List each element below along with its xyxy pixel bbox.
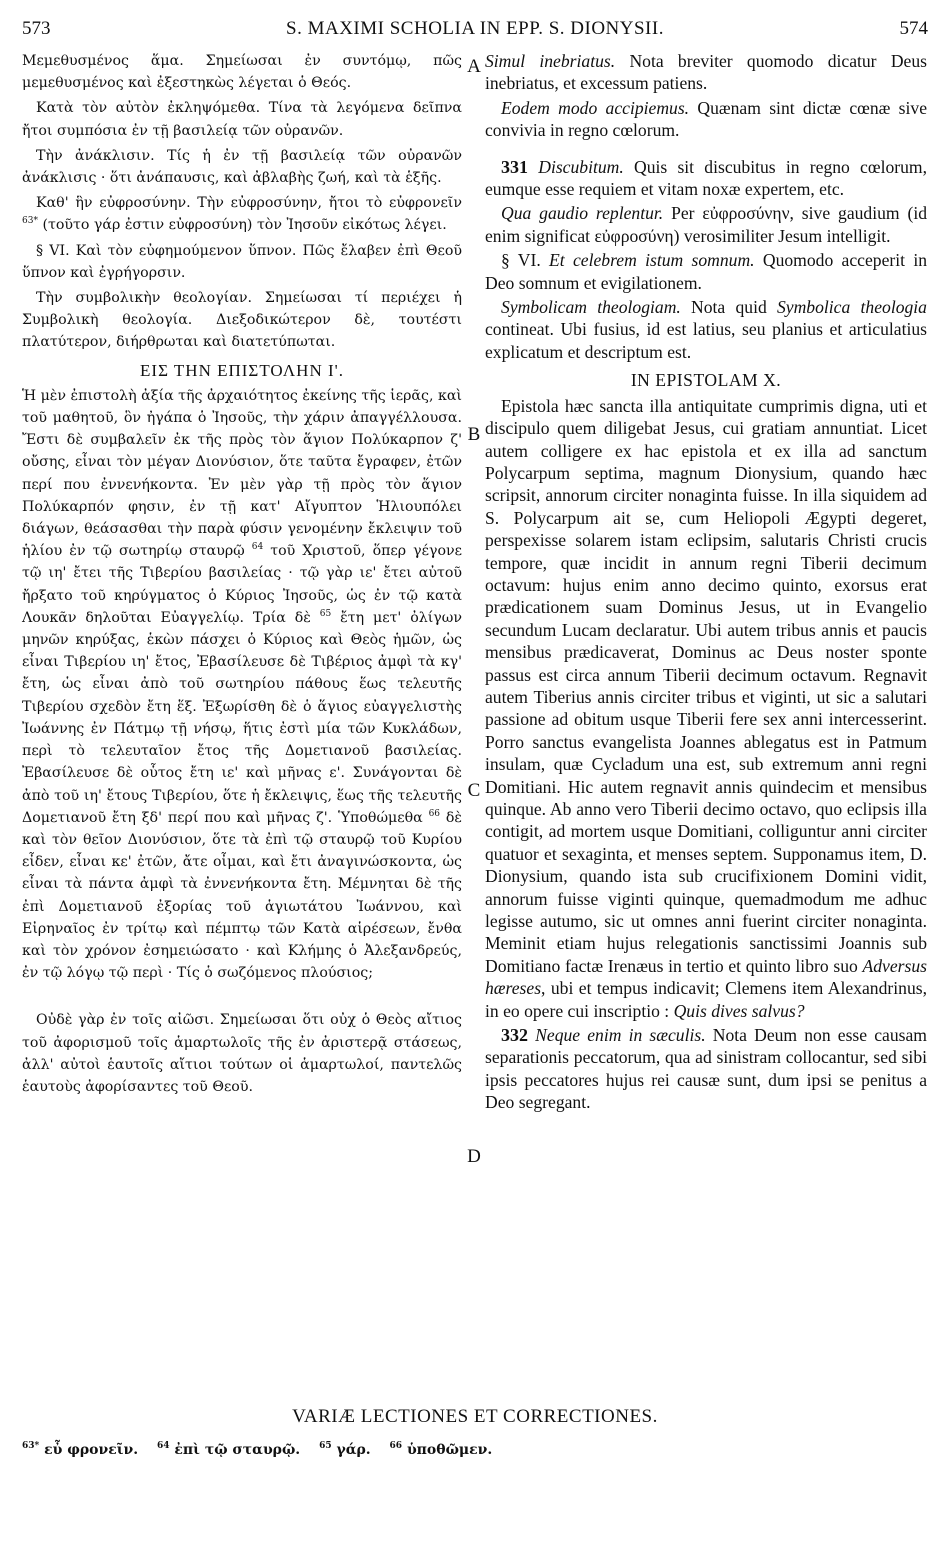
lemma: Et celebrem istum somnum.: [549, 250, 755, 271]
variae-lectiones: [22, 1406, 928, 1458]
variae-list: [22, 1442, 928, 1458]
latin-text: , ubi et tempus indicavit; Clemens item Alexandrinus, in eo opere cui inscriptio :: [485, 978, 927, 1021]
greek-text: Ἡ μὲν ἐπιστολὴ ἀξία τῆς ἀρχαιότητος ἐκείνης τῆς ἱερᾶς, καὶ τοῦ μαθητοῦ, ὃν ἠγάπα ὁ Ἰησοῦς, τὴν χάριν ἀπαγγέλλουσα. Ἔστι δὲ συμβαλεῖν ἐκ τῆς πρὸς τὸν ἅγιον Πολύκαρπον ζ' οὔσης, εἶναι τὸν μέγαν Διονύσιον, ὅτε ταῦτα ἔγραφεν, ἐτῶν περί που ἐννενήκοντα. Ἐν μὲν γὰρ τῇ πρὸς τὸν ἅγιον Πολύκαρπόν φησιν, ἐν τῇ κατ' Αἴγυπτον Ἡλιουπόλει διάγων, θεάσασθαι τὴν παρὰ φύσιν γενομένην ἔκλειψιν τοῦ ἡλίου ἐν τῷ σωτηρίῳ σταυρῷ: [22, 387, 462, 560]
variant-reading: [390, 1442, 493, 1458]
latin-text: Epistola hæc sancta illa antiquitate cumprimis digna, uti et discipulo quem diligebat Jesus, cui gratiam annuntiat. Licet autem colligere ex hac epistola et ex illa ad sanctum Polycarpum septima, magnum Dionysium, quando hæc scripsit, annorum circiter nonaginta fuisse. In illa siquidem ad S. Polycarpum ait se, cum Heliopoli Ægypti degeret, perspexisse solarem istam eclipsim, salutaris Christi crucis tempore, quæ incidit in annum regni Tiberii decimum octavum: hujus enim anno decimo quinto, exorsus erat prædicationem suam Dominus Jesus, ut in Evangelio secundum Lucam declaratur. Ubi autem tribus annis et paucis mensibus prædicaverat, Dominus ac Deus noster sponte passus est circa annum Tiberii decimum octavum. Regnavit autem Tiberius annis circiter tribus et viginti, ut sic a salutari passione ad obitum usque Tiberii fere sex anni intercesserint. Porro sanctus evangelista Joannes ablegatus est in Patmum insulam, quæ Cycladum una est, sub extremum anni regni Domitiani. Hic autem regnavit annis quindecim et mensibus quinque. Ab anno vero Tiberii decimo octavo, quo eclipsis illa contigit, ad mortem usque Domitiani, colliguntur anni circiter quatuor et sexaginta, et menses septem. Supponamus item, D. Dionysium, quando ista sub crucifixionem Domini vidit, annorum fuisse viginti quinque, quemadmodum me adhuc legisse autumo, sic ut omnes anni fuerint circiter nonaginta. Meminit etiam hujus relegationis sanctissimi Joannis sub Domitiano factæ Irenæus in tertio et quinto libro suo: [485, 395, 927, 976]
lemma: Eodem modo accipiemus.: [501, 97, 690, 118]
greek-text: τοῦ Χριστοῦ, ὅπερ γέγονε τῷ ιη' ἔτει τῆς Τιβερίου βασιλείας · τῷ γὰρ ιε' ἔτει αὐτοῦ ἤρξατο τοῦ κηρύγματος ὁ Κύριος Ἰησοῦς, ὡς ἐν τῷ κατὰ Λουκᾶν δηλοῦται Εὐαγγελίῳ. Τρία δὲ: [22, 543, 462, 626]
lemma: Symbolica theologia: [777, 297, 927, 318]
greek-epistle-commentary: [22, 385, 462, 984]
footnote-ref: 64: [251, 542, 264, 553]
latin-scholion-331: [485, 156, 927, 201]
latin-text: Nota quid: [680, 297, 777, 318]
scholion-number: 331: [501, 156, 528, 177]
footnote-ref: 66: [428, 808, 441, 819]
margin-letter-c: C: [467, 780, 481, 801]
greek-scholion-6: Τὴν συμβολικὴν θεολογίαν. Σημείωσαι τί περιέχει ἡ Συμβολικὴ θεολογία. Διεξοδικώτερον δὲ, τουτέστι πλατύτερον, διήρθρωται καὶ διατετύπωται.: [22, 290, 462, 351]
greek-scholion-5: § VI. Καὶ τὸν εὐφημούμενον ὕπνον. Πῶς ἔλαβεν ἐπὶ Θεοῦ ὕπνον καὶ ἐγρήγορσιν.: [22, 242, 462, 281]
greek-scholion-1: Μεμεθυσμένος ἅμα. Σημείωσαι ἐν συντόμῳ, πῶς μεμεθυσμένος καὶ ἐξεστηκὼς λέγεται ὁ Θεός.: [22, 53, 462, 92]
latin-scholion-332: [485, 1024, 927, 1114]
latin-text: contineat. Ubi fusius, id est latius, seu planius et articulatius explicatum et descriptum est.: [485, 319, 927, 362]
variant-reading: [157, 1442, 300, 1458]
book-title: Quis dives salvus?: [673, 1000, 805, 1021]
latin-epistle-commentary: [485, 395, 927, 1022]
scholion-number: 332: [501, 1025, 528, 1046]
lemma: Symbolicam theologiam.: [501, 297, 681, 318]
greek-scholion-4: [22, 192, 462, 236]
latin-text: Quænam sint dictæ cœnæ sive convivia in regno cœlorum.: [485, 97, 928, 141]
greek-text: (τοῦτο γάρ ἐστιν εὐφροσύνη) τὸν Ἰησοῦν εἰκότως λέγει.: [37, 217, 447, 234]
page-header: [22, 18, 928, 44]
greek-text: δὲ καὶ τὸν θεῖον Διονύσιον, ὅτε τὰ ἐπὶ τῷ σταυρῷ τοῦ Κυρίου εἶδεν, εἶναι κε' ἐτῶν, ἄτε οἶμαι, καὶ ἔτι ἀναγινώσκοντα, ὡς εἶναι τὰ πάντα ἀμφὶ τὰ ἐννενήκοντα ἔτη. Μέμνηται δὲ τῆς ἐπὶ Δομετιανοῦ ἐξορίας τοῦ ἁγιωτάτου Ἰωάννου, καὶ Εἰρηναῖος ἐν τρίτῳ καὶ πέμπτῳ τῶν Κατὰ αἱρέσεων, ἔνθα καὶ τὸν χρόνον ἐσημειώσατο · καὶ Κλήμης ὁ Ἀλεξανδρεύς, ἐν τῷ λόγῳ τῷ περὶ · Τίς ὁ σωζόμενος πλούσιος;: [22, 809, 462, 982]
greek-column: [22, 50, 462, 1365]
variant-text: γάρ.: [336, 1442, 371, 1458]
variant-reading: [319, 1442, 371, 1458]
footnote-number: 64: [157, 1441, 170, 1451]
greek-scholion-3: Τὴν ἀνάκλισιν. Τίς ἡ ἐν τῇ βασιλείᾳ τῶν οὐρανῶν ἀνάκλισις · ὅτι ἀνάπαυσις, καὶ ἀβλαβὴς ζωή, καὶ τὰ ἑξῆς.: [22, 147, 462, 187]
footnote-number: 66: [389, 1441, 403, 1451]
latin-column: [485, 50, 927, 1365]
latin-text: § VI.: [501, 250, 550, 271]
latin-text: Quis sit discubitus in regno cœlorum, eumque esse requiem et vitam noxæ expertem, etc.: [485, 156, 927, 200]
variant-text: εὖ φρονεῖν.: [44, 1442, 139, 1458]
margin-letter-d: D: [467, 1146, 481, 1167]
latin-text: Quomodo acceperit in Deo somnum et evigilationem.: [485, 250, 928, 293]
latin-text: Nota Deum non esse causam separationis peccatorum, qua ad sinistram collocantur, sed sibi ipsis peccatores hujus rei causæ sunt, dum ipsi se penitus a Deo segregant.: [485, 1025, 927, 1113]
latin-scholion-4: [485, 202, 927, 247]
latin-scholion-6: [485, 296, 927, 363]
margin-letter-a: A: [467, 56, 481, 77]
greek-scholion-8: Οὐδὲ γὰρ ἐν τοῖς αἰῶσι. Σημείωσαι ὅτι οὐχ ὁ Θεὸς αἴτιος τοῦ ἀφορισμοῦ τοῖς ἁμαρτωλοῖς τῆς ἐν ἀριστερᾷ στάσεως, ἀλλ' αὐτοὶ ἑαυτοῖς αἴτιοι τούτων οἱ ἁμαρτωλοί, παντελῶς ἑαυτοὺς ἀφορίσαντες τοῦ Θεοῦ.: [22, 1012, 462, 1095]
greek-text: Καθ' ἣν εὐφροσύνην. Τὴν εὐφροσύνην, ἤτοι τὸ εὐφρονεῖν: [36, 195, 462, 212]
latin-text: Per εὐφροσύνην, sive gaudium (id enim significat εὐφροσύνη) verosimiliter Jesum intelligit.: [485, 203, 928, 246]
latin-text: Nota breviter quomodo dicatur Deus inebriatus, et excessum patiens.: [485, 51, 928, 94]
latin-scholion-2: [485, 97, 927, 142]
variant-reading: [22, 1442, 138, 1458]
lemma: Simul inebriatus.: [485, 51, 616, 71]
greek-section-title: ΕΙΣ ΤΗΝ ΕΠΙΣΤΟΛΗΝ Ι'.: [140, 360, 344, 380]
margin-letter-b: B: [467, 424, 481, 445]
right-page-number: 574: [899, 18, 928, 39]
lemma: Neque enim in sæculis.: [535, 1025, 706, 1046]
variae-title: VARIÆ LECTIONES ET CORRECTIONES.: [292, 1406, 658, 1427]
latin-section-title: IN EPISTOLAM X.: [630, 370, 782, 391]
lemma: Qua gaudio replentur.: [501, 203, 664, 224]
footnote-number: 63*: [22, 1441, 40, 1451]
footnote-ref: 65: [319, 608, 332, 619]
variant-text: ἐπὶ τῷ σταυρῷ.: [174, 1442, 301, 1458]
book-title: Adversus hæreses: [485, 955, 927, 999]
running-title: S. MAXIMI SCHOLIA IN EPP. S. DIONYSII.: [286, 18, 664, 39]
greek-text: ἔτη μετ' ὀλίγων μηνῶν κηρύξας, ἑκὼν πάσχει ὁ Κύριος καὶ Θεὸς ἡμῶν, ὡς εἶναι Τιβερίου ιη' ἔτος, Ἐβασίλευσε δὲ Τιβέριος ἀμφὶ τὰ κγ' ἔτη, ὡς εἶναι ἀπὸ τοῦ σωτηρίου πάθους ἕως τελευτῆς Τιβερίου σχεδὸν ἔτη ἕξ. Ἐξωρίσθη δὲ ὁ ἅγιος εὐαγγελιστὴς Ἰωάννης ἐν Πάτμῳ τῇ νήσῳ, ἥτις ἐστὶ μία τῶν Κυκλάδων, περὶ τὸ τελευταῖον ἔτος τῆς Δομετιανοῦ βασιλείας. Ἐβασίλευσε δὲ οὗτος ἔτη ιε' καὶ μῆνας ε'. Συνάγονται δὲ ἀπὸ τοῦ ιη' ἔτους Τιβερίου, ὅτε ἡ ἔκλειψις, ἕως τῆς τελευτῆς Δομετιανοῦ ἔτη ξδ' περί που καὶ μῆνας ζ'. Ὑποθώμεθα: [22, 609, 462, 826]
latin-scholion-5: [485, 249, 927, 294]
lemma: Discubitum.: [538, 156, 624, 177]
variant-text: ὑποθῶμεν.: [406, 1442, 493, 1458]
left-page-number: 573: [22, 18, 51, 39]
footnote-ref: 63*: [22, 216, 38, 227]
spacer: [22, 987, 462, 1009]
footnote-number: 65: [319, 1441, 332, 1451]
latin-scholion-1: [485, 50, 927, 95]
greek-scholion-2: Κατὰ τὸν αὐτὸν ἐκληψόμεθα. Τίνα τὰ λεγόμενα δεῖπνα ἤτοι συμπόσια ἐν τῇ βασιλείᾳ τῶν οὐρανῶν.: [22, 100, 462, 139]
